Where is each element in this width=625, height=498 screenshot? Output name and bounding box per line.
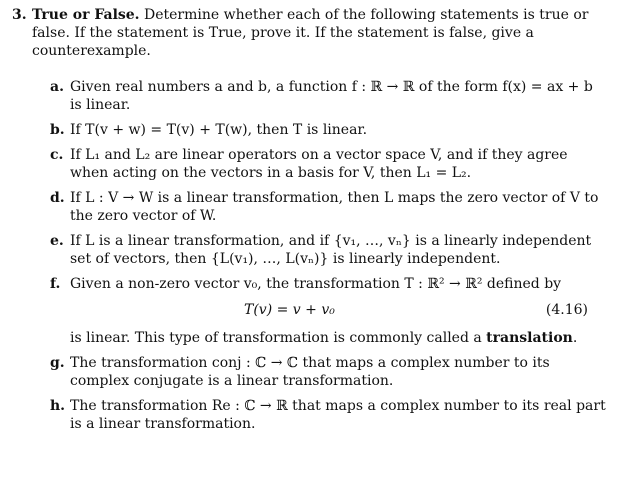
item-label: e. [50,233,64,249]
item-text: The transformation conj : ℂ → ℂ that maps a complex number to its complex conjugate is a linear transformation. [70,355,550,389]
list-item [50,397,606,433]
item-text-end: . [572,330,578,346]
problem-instructions: Determine whether each of the following statements is true or false. If the statement is True, prove it. If the statement is false, give a counterexample. [32,7,589,59]
item-label: h. [50,398,66,414]
item-label: b. [50,122,65,138]
item-label: g. [50,355,65,371]
list-item [50,189,606,225]
equation: T(v) = v + v₀ [244,302,335,318]
item-text-continued: is linear. This type of transformation is commonly called a [70,330,487,346]
item-label: c. [50,147,64,163]
problem-statement [12,6,612,60]
item-text: If L₁ and L₂ are linear operators on a vector space V, and if they agree when acting on the vectors in a basis for V, then L₁ = L₂. [70,147,568,181]
item-text: If L is a linear transformation, and if {v₁, …, vₙ} is a linearly independent set of vectors, then {L(v₁), …, L(vₙ)} is linearly independent. [70,233,592,267]
list-item [50,78,606,114]
list-item [50,275,606,347]
problem-heading: True or False. [32,7,140,23]
list-item [50,232,606,268]
equation-row [70,297,606,323]
item-label: f. [50,276,61,292]
term-translation: translation [486,330,573,346]
problem-number: 3. [12,7,27,23]
statement-list [50,78,606,440]
item-text: The transformation Re : ℂ → ℝ that maps a complex number to its real part is a linear transformation. [70,398,606,432]
list-item [50,121,606,139]
item-label: d. [50,190,65,206]
item-text: If T(v + w) = T(v) + T(w), then T is linear. [70,122,368,138]
problem-body [32,6,612,60]
equation-number: (4.16) [545,302,588,318]
item-label: a. [50,79,64,95]
item-text: If L : V → W is a linear transformation, then L maps the zero vector of V to the zero vector of W. [70,190,599,224]
list-item [50,354,606,390]
list-item [50,146,606,182]
item-text: Given a non-zero vector v₀, the transformation T : ℝ² → ℝ² defined by [70,276,562,292]
item-text: Given real numbers a and b, a function f : ℝ → ℝ of the form f(x) = ax + b is linear. [70,79,593,113]
